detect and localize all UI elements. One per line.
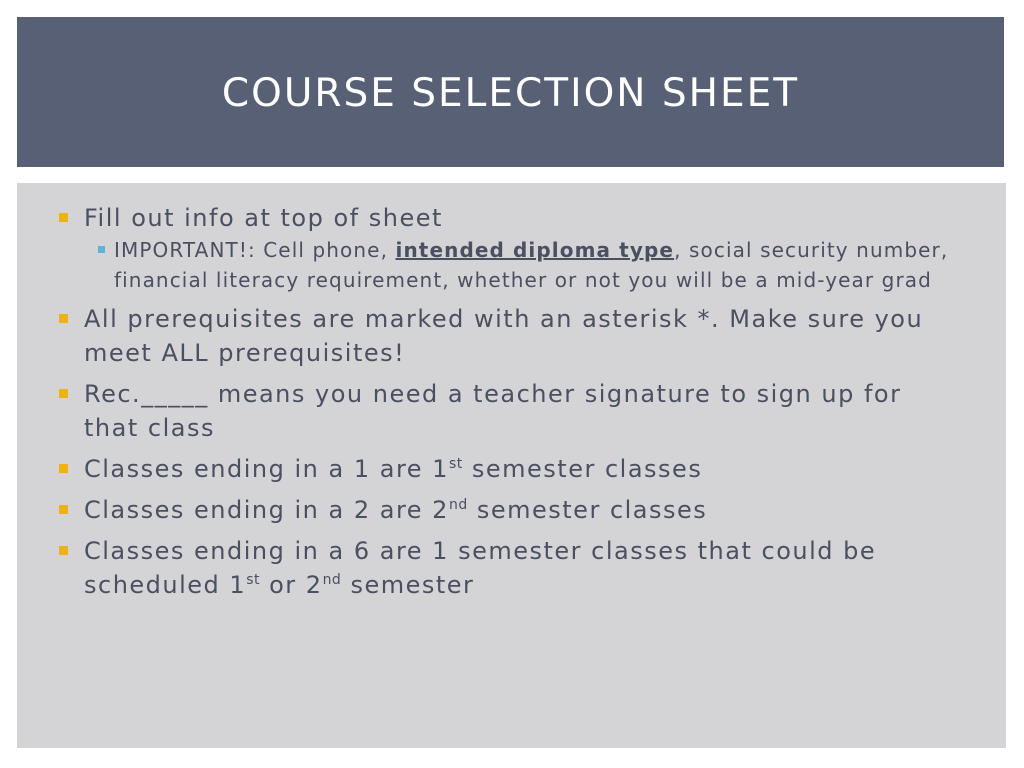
bullet-item-ending-1 (59, 452, 959, 486)
square-bullet-icon (59, 389, 68, 398)
bullet-item-ending-2 (59, 493, 959, 527)
ordinal-suffix-second: nd (322, 572, 342, 588)
bullet-item-prerequisites (59, 302, 959, 370)
bullet-item-fill-out-info (59, 201, 959, 295)
bullet-text-suffix: semester (341, 571, 475, 599)
content-box (17, 183, 1006, 748)
square-bullet-icon (59, 314, 68, 323)
square-sub-bullet-icon (98, 246, 105, 253)
square-bullet-icon (59, 464, 68, 473)
bullet-text: Fill out info at top of sheet (84, 204, 443, 232)
bullet-text-suffix: semester classes (462, 455, 703, 483)
ordinal-suffix: st (448, 456, 463, 472)
bullet-item-ending-6 (59, 534, 959, 602)
bullet-text-middle: or 2 (259, 571, 323, 599)
title-bar (17, 17, 1004, 167)
ordinal-suffix-first: st (246, 572, 260, 588)
sub-bullet-suffix: , social security number, financial literacy requirement, whether or not you will be a mid-year grad (114, 238, 949, 292)
bullet-text-prefix: Classes ending in a 1 are 1 (84, 455, 449, 483)
bullet-list (59, 201, 959, 609)
square-bullet-icon (59, 546, 68, 555)
ordinal-suffix: nd (448, 497, 468, 513)
bullet-text: All prerequisites are marked with an asterisk *. Make sure you meet ALL prerequisites! (84, 305, 924, 367)
bullet-text-suffix: semester classes (467, 496, 708, 524)
sub-bullet-item-important (84, 235, 959, 295)
sub-bullet-prefix: IMPORTANT!: Cell phone, (114, 238, 396, 262)
bullet-text: Rec._____ means you need a teacher signature to sign up for that class (84, 380, 902, 442)
sub-bullet-list (84, 235, 959, 295)
bullet-text-prefix: Classes ending in a 2 are 2 (84, 496, 449, 524)
bullet-item-rec (59, 377, 959, 445)
bullet-text-prefix: Classes ending in a 6 are 1 semester classes that could be scheduled 1 (84, 537, 877, 599)
square-bullet-icon (59, 505, 68, 514)
sub-bullet-emphasis: intended diploma type (395, 238, 675, 262)
square-bullet-icon (59, 213, 68, 222)
slide-title: COURSE SELECTION SHEET (221, 70, 800, 116)
